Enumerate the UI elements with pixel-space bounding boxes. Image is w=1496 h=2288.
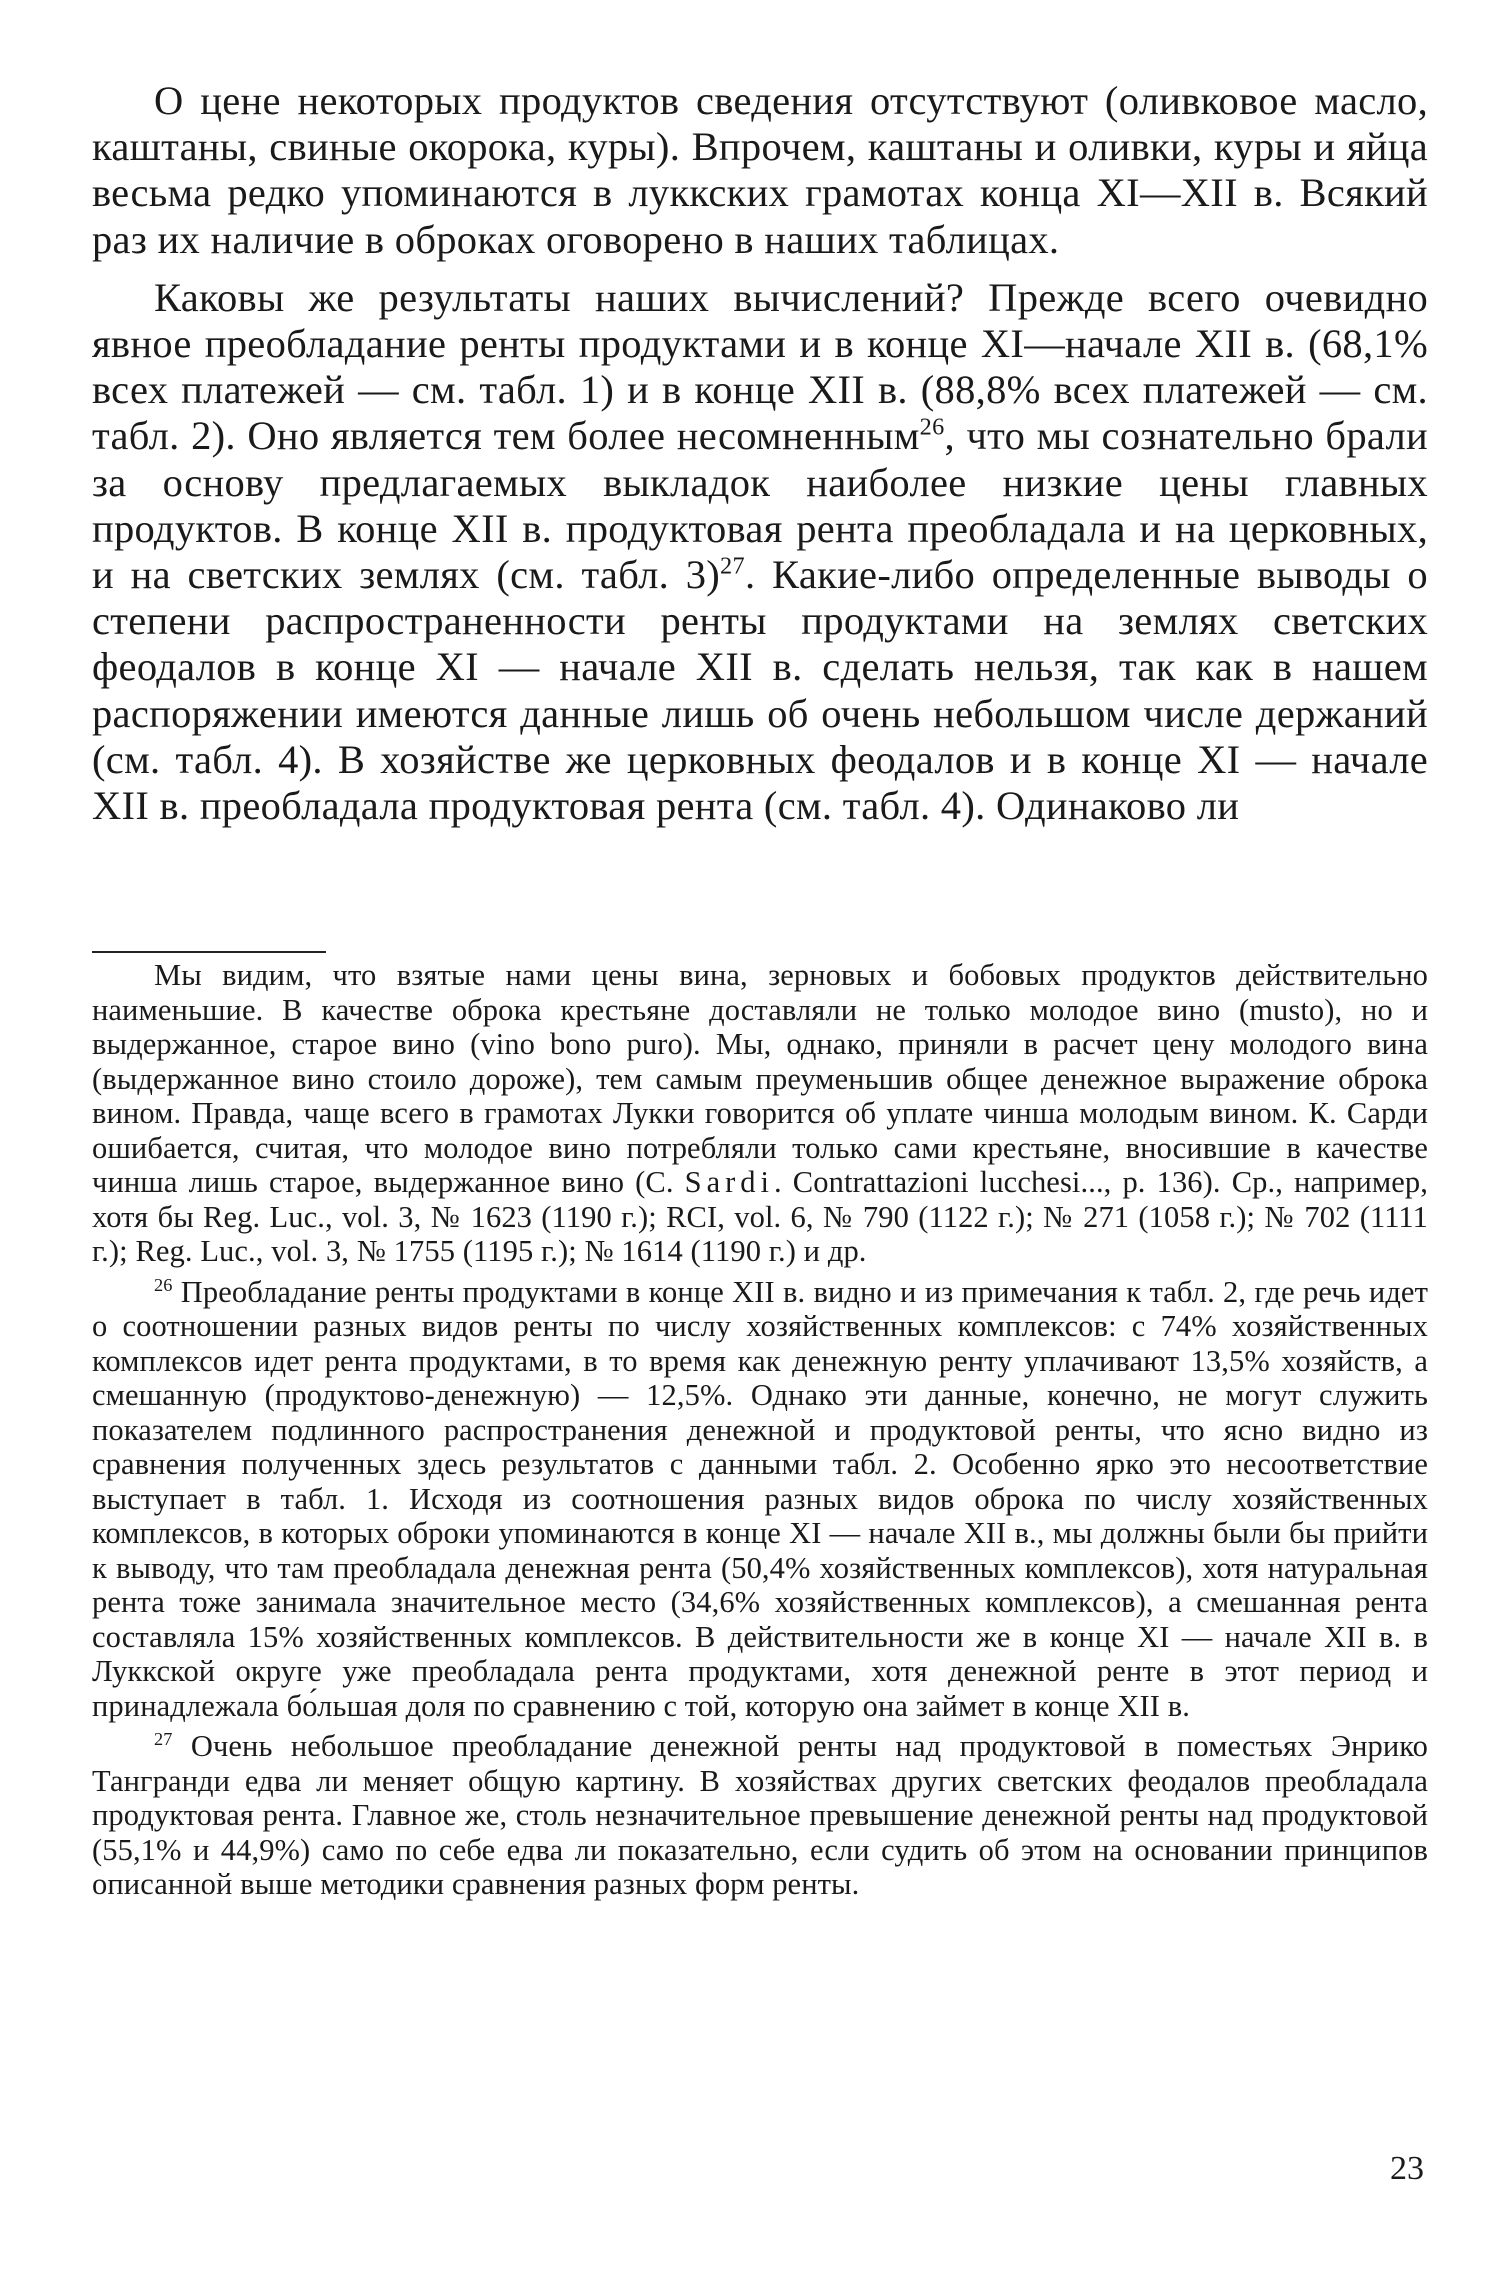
footnote-ref-26: 26	[919, 413, 945, 441]
footnote-continuation: Мы видим, что взятые нами цены вина, зерновых и бобовых продуктов действительно наименьшие. В качестве оброка крестьяне доставляли не только молодое вино (musto), но и выдержанное, старое вино (vino bono puro). Мы, однако, приняли в расчет цену молодого вина (выдержанное вино стоило дороже), тем самым преуменьшив общее денежное выражение оброка вином. Правда, чаще всего в грамотах Лукки говорится об уплате чинша молодым вином. К. Сарди ошибается, считая, что молодое вино потребляли только сами крестьяне, вносившие в качестве чинша лишь старое, выдержанное вино (C. Sardi. Contrattazioni lucchesi..., p. 136). Ср., например, хотя бы Reg. Luc., vol. 3, № 1623 (1190 г.); RCI, vol. 6, № 790 (1122 г.); № 271 (1058 г.); № 702 (1111 г.); Reg. Luc., vol. 3, № 1755 (1195 г.); № 1614 (1190 г.) и др.	[92, 958, 1428, 1268]
paragraph-2: Каковы же результаты наших вычислений? Прежде всего очевидно явное преобладание ренты продуктами и в конце XI—начале XII в. (68,1% всех платежей — см. табл. 1) и в конце XII в. (88,8% всех платежей — см. табл. 2). Оно является тем более несомненным$^{26}$, что мы сознательно брали за основу предлагаемых выкладок наиболее низкие цены главных продуктов. В конце XII в. продуктовая рента преобладала и на церковных, и на светских землях (см. табл. 3)$^{27}$. Какие-либо определенные выводы о степени распространенности ренты продуктами на землях светских феодалов в конце XI — начале XII в. сделать нельзя, так как в нашем распоряжении имеются данные лишь об очень небольшом числе держаний (см. табл. 4). В хозяйстве же церковных феодалов и в конце XI — начале XII в. преобладала продуктовая рента (см. табл. 4). Одинаково ли	[92, 274, 1429, 829]
footnote-number: 27	[154, 1728, 173, 1749]
footnote-26: $^{26}$ Преобладание ренты продуктами в конце XII в. видно и из примечания к табл. 2, где речь идет о соотношении разных видов ренты по числу хозяйственных комплексов: с 74% хозяйственных комплексов идет рента продуктами, в то время как денежную ренту уплачивают 13,5% хозяйств, а смешанную (продуктово-денежную) — 12,5%. Однако эти данные, конечно, не могут служить показателем подлинного распространения денежной и продуктовой ренты, что ясно видно из сравнения полученных здесь результатов с данными табл. 2. Особенно ярко это несоответствие выступает в табл. 1. Исходя из соотношения разных видов оброка по числу хозяйственных комплексов, в которых оброки упоминаются в конце XI — начале XII в., мы должны были бы прийти к выводу, что там преобладала денежная рента (50,4% хозяйственных комплексов), хотя натуральная рента тоже занимала значительное место (34,6% хозяйственных комплексов), а смешанная рента составляла 15% хозяйственных комплексов. В действительности же в конце XI — начале XII в. в Луккской округе уже преобладала рента продуктами, хотя денежной ренте в этот период и принадлежала бо́льшая доля по сравнению с той, которую она займет в конце XII в.	[92, 1274, 1428, 1723]
main-text	[92, 78, 1428, 829]
footnote-27: $^{27}$ Очень небольшое преобладание денежной ренты над продуктовой в поместьях Энрико Тангранди едва ли меняет общую картину. В хозяйствах других светских феодалов преобладала продуктовая рента. Главное же, столь незначительное превышение денежной ренты над продуктовой (55,1% и 44,9%) само по себе едва ли показательно, если судить об этом на основании принципов описанной выше методики сравнения разных форм ренты.	[92, 1728, 1428, 1901]
footnote-number: 26	[154, 1274, 173, 1295]
page-number: 23	[1390, 2150, 1424, 2187]
paragraph-1: О цене некоторых продуктов сведения отсутствуют (оливковое масло, каштаны, свиные окорока, куры). Впрочем, каштаны и оливки, куры и яйца весьма редко упоминаются в луккских грамотах конца XI—XII в. Всякий раз их наличие в оброках оговорено в наших таблицах.	[92, 78, 1428, 262]
footnote-ref-27: 27	[720, 552, 745, 580]
footnotes	[92, 958, 1428, 1902]
footnote-divider	[92, 951, 326, 953]
author-name: Sardi	[684, 1165, 775, 1199]
